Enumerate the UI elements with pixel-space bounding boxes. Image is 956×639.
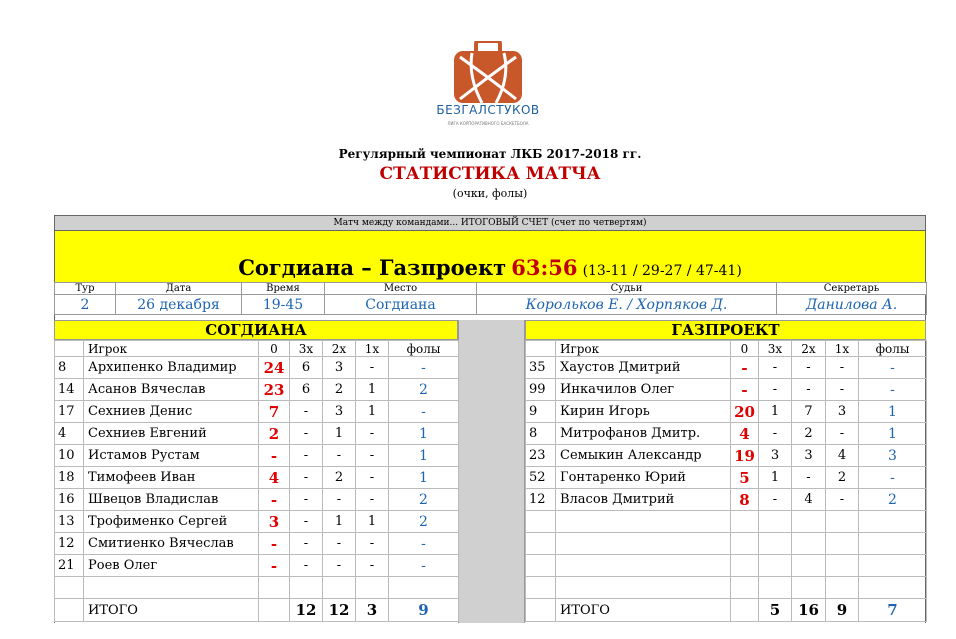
total-two-pointers: 12 <box>323 599 356 622</box>
player-three-pointers: - <box>759 423 792 445</box>
col-fouls: фолы <box>389 341 459 357</box>
page-title: СТАТИСТИКА МАТЧА <box>379 164 601 184</box>
player-fouls: 2 <box>389 489 459 511</box>
col-number <box>526 341 556 357</box>
player-fouls: - <box>389 401 459 423</box>
total-three-pointers: 5 <box>759 599 792 622</box>
player-points <box>731 511 759 533</box>
player-three-pointers: - <box>290 423 323 445</box>
player-points: - <box>731 379 759 401</box>
player-points: 7 <box>259 401 290 423</box>
total-three-pointers: 12 <box>290 599 323 622</box>
table-row <box>55 379 459 401</box>
player-number <box>526 577 556 599</box>
player-name <box>556 577 731 599</box>
player-points: 2 <box>259 423 290 445</box>
player-number: 35 <box>526 357 556 379</box>
player-name: Кирин Игорь <box>556 401 731 423</box>
player-free-throws: - <box>356 467 389 489</box>
player-free-throws: - <box>826 489 859 511</box>
info-label-time: Время <box>242 283 325 295</box>
player-fouls: - <box>389 555 459 577</box>
player-two-pointers: - <box>323 489 356 511</box>
player-three-pointers: - <box>759 379 792 401</box>
player-name: Истамов Рустам <box>84 445 259 467</box>
player-points <box>731 577 759 599</box>
player-two-pointers: - <box>323 555 356 577</box>
player-number <box>526 555 556 577</box>
player-three-pointers <box>290 577 323 599</box>
info-label-judges: Судьи <box>477 283 777 295</box>
player-three-pointers: - <box>290 555 323 577</box>
info-values-row <box>55 295 927 315</box>
total-two-pointers: 16 <box>792 599 826 622</box>
player-number: 9 <box>526 401 556 423</box>
table-header-row <box>526 341 927 357</box>
player-name: Семыкин Александр <box>556 445 731 467</box>
player-number: 4 <box>55 423 84 445</box>
player-fouls: - <box>389 533 459 555</box>
player-name: Архипенко Владимир <box>84 357 259 379</box>
player-fouls: - <box>859 357 927 379</box>
player-name: Инкачилов Олег <box>556 379 731 401</box>
column-separator <box>458 320 525 623</box>
col-points: 0 <box>259 341 290 357</box>
info-value-judges: Корольков Е. / Хорпяков Д. <box>477 295 777 315</box>
player-free-throws: 1 <box>356 401 389 423</box>
col-two: 2х <box>323 341 356 357</box>
player-two-pointers: 1 <box>323 423 356 445</box>
match-teams: Согдиана – Газпроект <box>238 255 507 280</box>
player-name: Швецов Владислав <box>84 489 259 511</box>
player-points: - <box>259 489 290 511</box>
player-three-pointers <box>759 533 792 555</box>
player-fouls: - <box>859 467 927 489</box>
player-name <box>556 511 731 533</box>
player-free-throws: - <box>356 489 389 511</box>
col-three: 3х <box>290 341 323 357</box>
table-row <box>55 555 459 577</box>
player-three-pointers: 6 <box>290 357 323 379</box>
table-row <box>55 467 459 489</box>
player-three-pointers: - <box>290 533 323 555</box>
player-points: 5 <box>731 467 759 489</box>
team-left-stats-table <box>54 340 459 622</box>
logo-tagline: ЛИГА КОРПОРАТИВНОГО БАСКЕТБОЛА <box>447 121 529 126</box>
player-name: Трофименко Сергей <box>84 511 259 533</box>
match-band: Матч между командами... ИТОГОВЫЙ СЧЕТ (счет по четвертям) <box>54 215 926 231</box>
total-row <box>526 599 927 622</box>
player-three-pointers <box>759 511 792 533</box>
table-row <box>55 533 459 555</box>
col-points: 0 <box>731 341 759 357</box>
total-points <box>731 599 759 622</box>
player-three-pointers: 3 <box>759 445 792 467</box>
player-fouls: 3 <box>859 445 927 467</box>
match-score: 63:56 <box>511 255 578 280</box>
table-row <box>526 577 927 599</box>
player-points <box>731 555 759 577</box>
player-number: 13 <box>55 511 84 533</box>
player-points: 20 <box>731 401 759 423</box>
player-number <box>55 577 84 599</box>
player-name: Гонтаренко Юрий <box>556 467 731 489</box>
col-player: Игрок <box>556 341 731 357</box>
player-free-throws: - <box>826 423 859 445</box>
player-free-throws: 4 <box>826 445 859 467</box>
total-free-throws: 9 <box>826 599 859 622</box>
player-three-pointers: 1 <box>759 401 792 423</box>
team-left-header: СОГДИАНА <box>54 320 458 340</box>
player-free-throws: - <box>356 357 389 379</box>
table-row <box>526 489 927 511</box>
player-name: Тимофеев Иван <box>84 467 259 489</box>
player-number <box>526 511 556 533</box>
match-info-table <box>54 282 927 315</box>
player-free-throws: 1 <box>356 379 389 401</box>
player-fouls: 1 <box>389 423 459 445</box>
player-two-pointers: - <box>792 357 826 379</box>
player-free-throws: - <box>356 423 389 445</box>
player-two-pointers <box>792 533 826 555</box>
col-three: 3х <box>759 341 792 357</box>
player-number: 14 <box>55 379 84 401</box>
player-free-throws: - <box>356 533 389 555</box>
player-free-throws: - <box>356 555 389 577</box>
table-header-row <box>55 341 459 357</box>
total-spacer <box>526 599 556 622</box>
player-number: 10 <box>55 445 84 467</box>
info-label-tour: Тур <box>55 283 116 295</box>
player-three-pointers: - <box>759 489 792 511</box>
player-two-pointers: - <box>323 445 356 467</box>
player-two-pointers <box>792 555 826 577</box>
info-value-tour: 2 <box>55 295 116 315</box>
table-row <box>526 533 927 555</box>
logo-wordmark: БЕЗГАЛСТУКОВ <box>436 103 540 117</box>
total-points <box>259 599 290 622</box>
info-label-place: Место <box>325 283 477 295</box>
player-three-pointers: - <box>290 445 323 467</box>
player-two-pointers: 2 <box>323 379 356 401</box>
table-row <box>55 423 459 445</box>
col-two: 2х <box>792 341 826 357</box>
info-label-date: Дата <box>116 283 242 295</box>
score-line <box>55 255 925 280</box>
page-subtitle: (очки, фолы) <box>452 187 528 200</box>
table-row <box>55 357 459 379</box>
col-one: 1х <box>826 341 859 357</box>
player-three-pointers: - <box>290 511 323 533</box>
player-free-throws: - <box>826 357 859 379</box>
player-two-pointers: 2 <box>792 423 826 445</box>
player-name: Асанов Вячеслав <box>84 379 259 401</box>
player-points: - <box>259 555 290 577</box>
player-number: 12 <box>526 489 556 511</box>
player-free-throws <box>826 577 859 599</box>
player-name: Митрофанов Дмитр. <box>556 423 731 445</box>
player-points <box>259 577 290 599</box>
player-free-throws: 3 <box>826 401 859 423</box>
player-two-pointers: 3 <box>323 401 356 423</box>
player-points: 4 <box>731 423 759 445</box>
player-free-throws: - <box>826 379 859 401</box>
player-name <box>84 577 259 599</box>
table-row <box>526 467 927 489</box>
player-three-pointers <box>759 577 792 599</box>
player-points: 4 <box>259 467 290 489</box>
player-two-pointers: - <box>323 533 356 555</box>
player-two-pointers: 3 <box>323 357 356 379</box>
player-fouls: - <box>389 357 459 379</box>
player-points: 19 <box>731 445 759 467</box>
table-row <box>526 401 927 423</box>
player-fouls: 1 <box>859 401 927 423</box>
player-three-pointers: 1 <box>759 467 792 489</box>
player-number: 12 <box>55 533 84 555</box>
total-row <box>55 599 459 622</box>
player-two-pointers <box>792 511 826 533</box>
table-row <box>55 511 459 533</box>
player-name <box>556 555 731 577</box>
player-points: - <box>259 445 290 467</box>
player-free-throws: 2 <box>826 467 859 489</box>
player-name: Смитиенко Вячеслав <box>84 533 259 555</box>
player-three-pointers: - <box>290 467 323 489</box>
championship-title: Регулярный чемпионат ЛКБ 2017-2018 гг. <box>338 147 642 161</box>
player-fouls: 2 <box>859 489 927 511</box>
player-fouls <box>389 577 459 599</box>
player-two-pointers: 2 <box>323 467 356 489</box>
info-label-secretary: Секретарь <box>777 283 927 295</box>
table-row <box>526 379 927 401</box>
player-name: Хаустов Дмитрий <box>556 357 731 379</box>
player-points: 3 <box>259 511 290 533</box>
total-spacer <box>55 599 84 622</box>
table-row <box>55 577 459 599</box>
player-free-throws <box>356 577 389 599</box>
player-two-pointers: 1 <box>323 511 356 533</box>
player-free-throws: 1 <box>356 511 389 533</box>
col-player: Игрок <box>84 341 259 357</box>
total-fouls: 7 <box>859 599 927 622</box>
player-two-pointers <box>792 577 826 599</box>
table-row <box>526 511 927 533</box>
info-value-time: 19-45 <box>242 295 325 315</box>
player-number: 17 <box>55 401 84 423</box>
table-row <box>55 401 459 423</box>
player-two-pointers: 4 <box>792 489 826 511</box>
player-free-throws <box>826 511 859 533</box>
league-logo-icon <box>452 41 524 105</box>
score-banner <box>54 231 926 282</box>
table-row <box>526 423 927 445</box>
player-points: 24 <box>259 357 290 379</box>
player-three-pointers <box>759 555 792 577</box>
table-row <box>55 489 459 511</box>
total-fouls: 9 <box>389 599 459 622</box>
player-points: 8 <box>731 489 759 511</box>
player-name: Сехниев Евгений <box>84 423 259 445</box>
player-fouls: 1 <box>389 467 459 489</box>
player-number: 8 <box>55 357 84 379</box>
player-fouls <box>859 533 927 555</box>
player-fouls: 1 <box>859 423 927 445</box>
player-free-throws <box>826 533 859 555</box>
info-labels-row <box>55 283 927 295</box>
player-fouls: 1 <box>389 445 459 467</box>
col-fouls: фолы <box>859 341 927 357</box>
player-two-pointers: 3 <box>792 445 826 467</box>
player-two-pointers: - <box>792 467 826 489</box>
player-three-pointers: - <box>290 489 323 511</box>
player-free-throws <box>826 555 859 577</box>
col-number <box>55 341 84 357</box>
col-one: 1х <box>356 341 389 357</box>
player-number: 23 <box>526 445 556 467</box>
player-three-pointers: 6 <box>290 379 323 401</box>
team-right-stats-table <box>525 340 927 622</box>
player-points: 23 <box>259 379 290 401</box>
player-name: Роев Олег <box>84 555 259 577</box>
info-value-secretary: Данилова А. <box>777 295 927 315</box>
player-fouls <box>859 511 927 533</box>
table-row <box>55 445 459 467</box>
player-points <box>731 533 759 555</box>
player-three-pointers: - <box>759 357 792 379</box>
info-value-date: 26 декабря <box>116 295 242 315</box>
player-two-pointers: 7 <box>792 401 826 423</box>
player-three-pointers: - <box>290 401 323 423</box>
player-fouls: 2 <box>389 379 459 401</box>
total-label: ИТОГО <box>556 599 731 622</box>
player-two-pointers <box>323 577 356 599</box>
player-number: 16 <box>55 489 84 511</box>
player-free-throws: - <box>356 445 389 467</box>
table-row <box>526 445 927 467</box>
player-points: - <box>731 357 759 379</box>
quarter-scores: (13-11 / 29-27 / 47-41) <box>582 263 742 279</box>
info-value-place: Согдиана <box>325 295 477 315</box>
player-fouls: 2 <box>389 511 459 533</box>
player-number <box>526 533 556 555</box>
player-fouls: - <box>859 379 927 401</box>
player-number: 18 <box>55 467 84 489</box>
player-name: Власов Дмитрий <box>556 489 731 511</box>
player-number: 8 <box>526 423 556 445</box>
total-free-throws: 3 <box>356 599 389 622</box>
player-fouls <box>859 577 927 599</box>
player-points: - <box>259 533 290 555</box>
player-two-pointers: - <box>792 379 826 401</box>
player-fouls <box>859 555 927 577</box>
player-name: Сехниев Денис <box>84 401 259 423</box>
total-label: ИТОГО <box>84 599 259 622</box>
team-right-header: ГАЗПРОЕКТ <box>525 320 926 340</box>
table-row <box>526 357 927 379</box>
player-name <box>556 533 731 555</box>
table-row <box>526 555 927 577</box>
player-number: 99 <box>526 379 556 401</box>
player-number: 52 <box>526 467 556 489</box>
player-number: 21 <box>55 555 84 577</box>
